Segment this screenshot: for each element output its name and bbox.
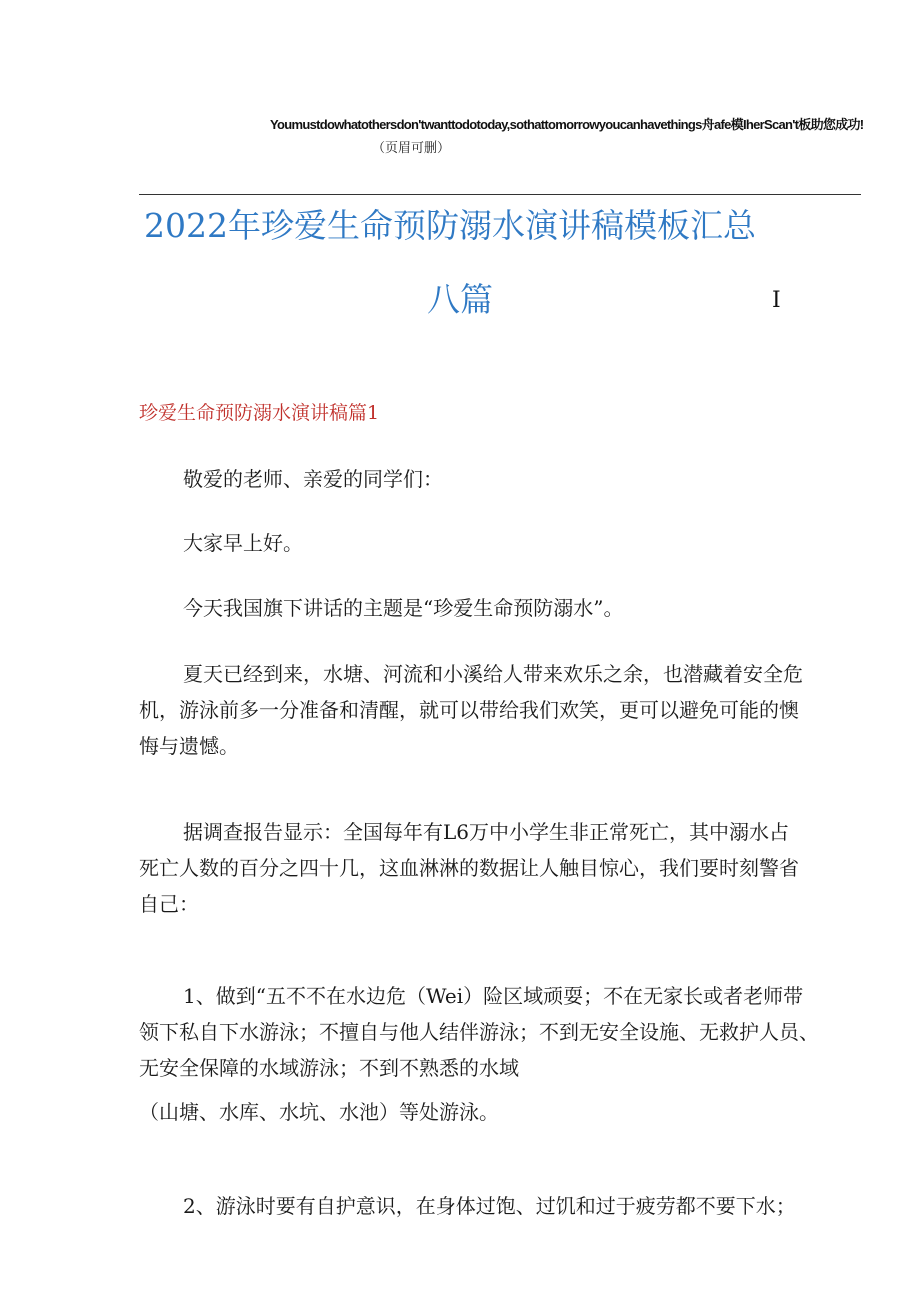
- paragraph-line: 领下私自下水游泳；不擅自与他人结伴游泳；不到无安全设施、无救护人员、: [139, 1020, 819, 1044]
- paragraph: [139, 656, 869, 764]
- stray-mark: I: [772, 288, 781, 313]
- paragraph-line: 今天我国旗下讲话的主题是“珍爱生命预防溺水”。: [183, 596, 624, 620]
- paragraph: [139, 978, 869, 1130]
- paragraph-line: 大家早上好。: [183, 531, 303, 555]
- paragraph-line: 夏天已经到来，水塘、河流和小溪给人带来欢乐之余，也潜藏着安全危: [183, 662, 803, 686]
- paragraph-line: 死亡人数的百分之四十几，这血淋淋的数据让人触目惊心，我们要时刻警省: [139, 856, 799, 880]
- page-header-text: Youmustdowhatothersdon'twanttodotoday,sothattomorrowyoucanhavethings舟afe模IherScan't板助您成功!: [270, 117, 864, 132]
- paragraph: [139, 814, 869, 922]
- paragraph-line: 机，游泳前多一分准备和清醒，就可以带给我们欢笑，更可以避免可能的懊: [139, 698, 799, 722]
- paragraph: [139, 461, 869, 497]
- header-divider: [139, 194, 861, 195]
- document-title-line1: 2022年珍爱生命预防溺水演讲稿模板汇总: [144, 206, 756, 245]
- section-heading: 珍爱生命预防溺水演讲稿篇1: [139, 402, 380, 424]
- paragraph: [139, 590, 869, 626]
- paragraph-line: 1、做到“五不不在水边危（Wei）险区域顽耍；不在无家长或者老师带: [183, 984, 804, 1008]
- paragraph: [139, 525, 869, 561]
- paragraph-line: 敬爱的老师、亲爱的同学们：: [183, 467, 443, 491]
- paragraph: [139, 1188, 869, 1224]
- paragraph-line: （山塘、水库、水坑、水池）等处游泳。: [139, 1100, 499, 1124]
- paragraph-line: 悔与遗憾。: [139, 734, 239, 758]
- document-title-line2: 八篇: [427, 280, 493, 319]
- paragraph-line: 自己：: [139, 892, 199, 916]
- paragraph-line: 2、游泳时要有自护意识，在身体过饱、过饥和过于疲劳都不要下水；: [183, 1194, 796, 1218]
- paragraph-line: 无安全保障的水域游泳；不到不熟悉的水域: [139, 1056, 519, 1080]
- page-header-note: （页眉可删）: [372, 141, 451, 156]
- paragraph-line: 据调查报告显示：全国每年有L6万中小学生非正常死亡，其中溺水占: [183, 820, 790, 844]
